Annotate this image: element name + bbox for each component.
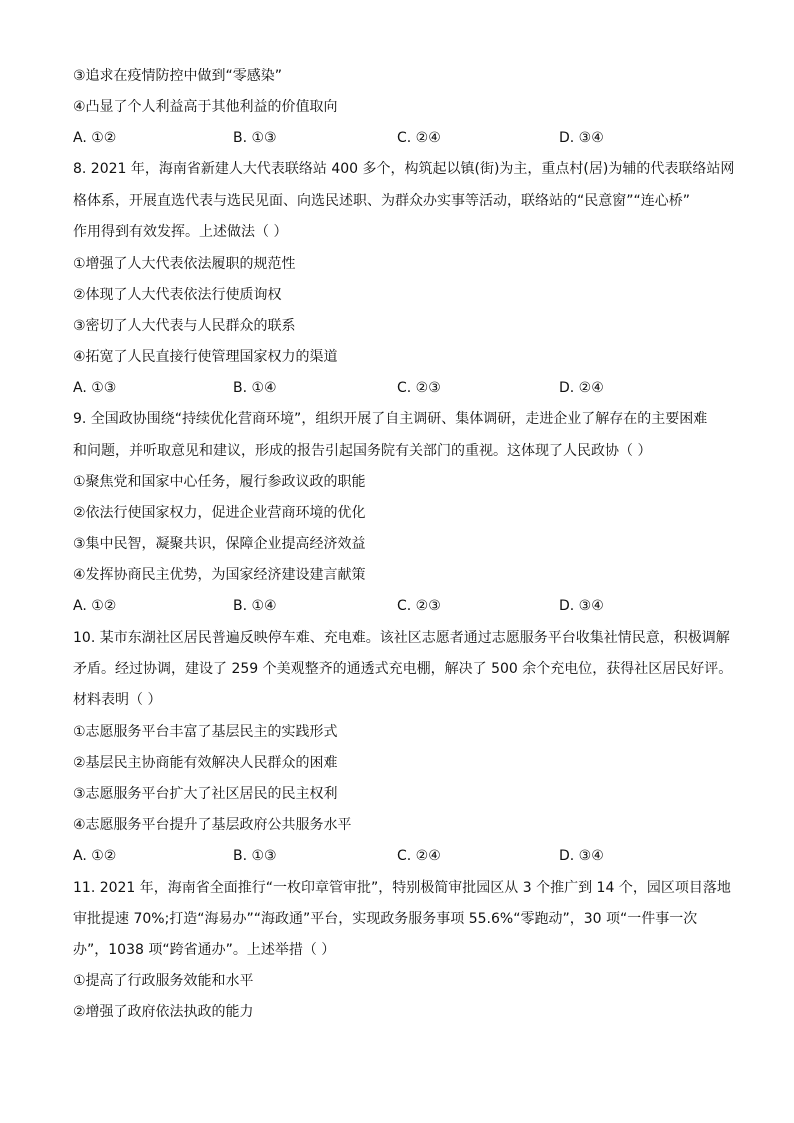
choice-c: C. ②④	[397, 848, 441, 864]
q7-option-3: ③追求在疫情防控中做到“零感染”	[73, 68, 283, 84]
q8-choices	[73, 378, 733, 398]
q9-option-1: ①聚焦党和国家中心任务，履行参政议政的职能	[73, 474, 366, 490]
q9-stem-line-1: 9. 全国政协围绕“持续优化营商环境”，组织开展了自主调研、集体调研，走进企业了解存在的主要困难	[73, 411, 708, 427]
q8-option-3: ③密切了人大代表与人民群众的联系	[73, 318, 296, 334]
q10-stem-line-1: 10. 某市东湖社区居民普遍反映停车难、充电难。该社区志愿者通过志愿服务平台收集社情民意，积极调解	[73, 630, 730, 646]
choice-a: A. ①②	[73, 598, 117, 614]
q11-option-2: ②增强了政府依法执政的能力	[73, 1004, 254, 1020]
choice-c: C. ②③	[397, 380, 441, 396]
q10-choices	[73, 846, 733, 866]
q7-choices	[73, 128, 733, 148]
choice-d: D. ③④	[559, 848, 604, 864]
choice-d: D. ③④	[559, 130, 604, 146]
q10-option-3: ③志愿服务平台扩大了社区居民的民主权利	[73, 786, 338, 802]
q8-option-4: ④拓宽了人民直接行使管理国家权力的渠道	[73, 349, 338, 365]
q11-stem-line-1: 11. 2021 年，海南省全面推行“一枚印章管审批”，特别极简审批园区从 3 个推广到 14 个，园区项目落地	[73, 880, 731, 896]
choice-d: D. ②④	[559, 380, 604, 396]
q9-option-3: ③集中民智，凝聚共识，保障企业提高经济效益	[73, 536, 366, 552]
q8-option-1: ①增强了人大代表依法履职的规范性	[73, 256, 296, 272]
choice-b: B. ①③	[233, 130, 277, 146]
q10-option-4: ④志愿服务平台提升了基层政府公共服务水平	[73, 817, 352, 833]
q11-stem-line-3: 办”，1038 项“跨省通办”。上述举措（ ）	[73, 942, 336, 958]
choice-b: B. ①③	[233, 848, 277, 864]
q10-option-1: ①志愿服务平台丰富了基层民主的实践形式	[73, 724, 338, 740]
q11-option-1: ①提高了行政服务效能和水平	[73, 973, 254, 989]
choice-c: C. ②③	[397, 598, 441, 614]
q8-stem-line-3: 作用得到有效发挥。上述做法（ ）	[73, 224, 288, 240]
choice-b: B. ①④	[233, 598, 277, 614]
q8-stem-line-2: 格体系，开展直选代表与选民见面、向选民述职、为群众办实事等活动，联络站的“民意窗”“连心桥”	[73, 193, 691, 209]
q9-choices	[73, 596, 733, 616]
q10-stem-line-3: 材料表明（ ）	[73, 692, 162, 708]
q11-stem-line-2: 审批提速 70%;打造“海易办”“海政通”平台，实现政务服务事项 55.6%“零跑动”，30 项“一件事一次	[73, 911, 698, 927]
q10-option-2: ②基层民主协商能有效解决人民群众的困难	[73, 755, 338, 771]
choice-a: A. ①③	[73, 380, 117, 396]
q9-stem-line-2: 和问题，并听取意见和建议，形成的报告引起国务院有关部门的重视。这体现了人民政协（ ）	[73, 443, 652, 459]
choice-a: A. ①②	[73, 130, 117, 146]
q9-option-2: ②依法行使国家权力，促进企业营商环境的优化	[73, 505, 366, 521]
q8-option-2: ②体现了人大代表依法行使质询权	[73, 287, 282, 303]
q8-stem-line-1: 8. 2021 年，海南省新建人大代表联络站 400 多个，构筑起以镇(街)为主，重点村(居)为辅的代表联络站网	[73, 161, 735, 177]
q10-stem-line-2: 矛盾。经过协调，建设了 259 个美观整齐的通透式充电棚，解决了 500 余个充电位，获得社区居民好评。	[73, 661, 733, 677]
choice-d: D. ③④	[559, 598, 604, 614]
choice-c: C. ②④	[397, 130, 441, 146]
choice-a: A. ①②	[73, 848, 117, 864]
choice-b: B. ①④	[233, 380, 277, 396]
q7-option-4: ④凸显了个人利益高于其他利益的价值取向	[73, 99, 338, 115]
q9-option-4: ④发挥协商民主优势，为国家经济建设建言献策	[73, 567, 366, 583]
